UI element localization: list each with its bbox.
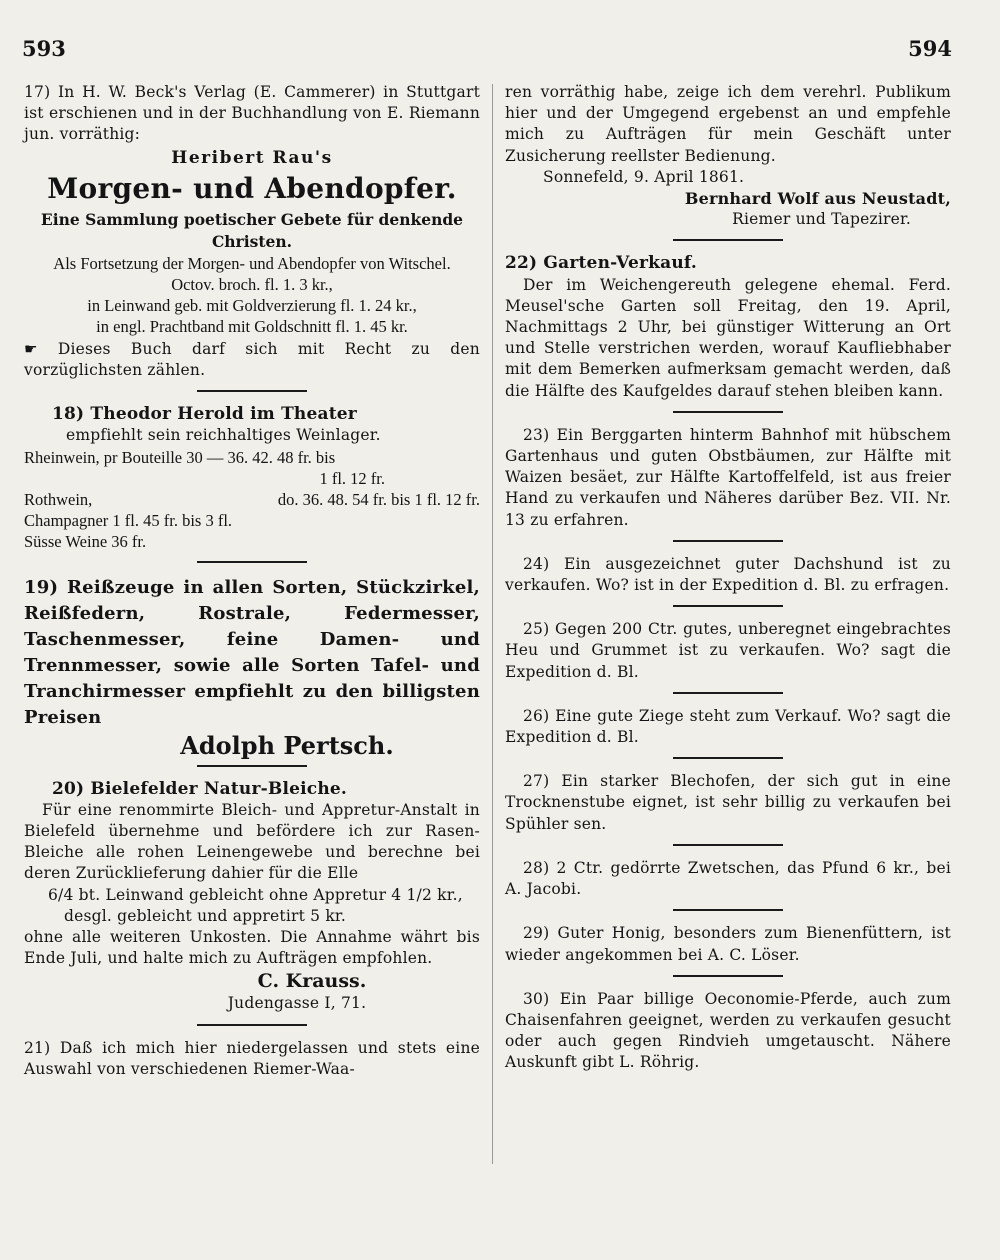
- ad-30-text: 30) Ein Paar billige Oeconomie-Pferde, auch zum Chaisenfahren geeignet, werden zu verkaufen gesucht oder auch gegen Rindvieh umgetauscht. Nähere Auskunft gibt L. Röhrig.: [505, 989, 951, 1072]
- ad-20-address: Judengasse I, 71.: [227, 994, 367, 1013]
- ad-27: [505, 771, 951, 835]
- ad-27-text: 27) Ein starker Blechofen, der sich gut in eine Trocknenstube eignet, ist sehr billig zu verkaufen bei Spühler sen.: [505, 772, 951, 833]
- ad-24: [505, 554, 951, 596]
- ad-24-text: 24) Ein ausgezeichnet guter Dachshund ist zu verkaufen. Wo? ist in der Expedition d. Bl. zu erfragen.: [505, 554, 951, 595]
- page-number-left: 593: [22, 36, 66, 61]
- ad-18: [24, 404, 480, 551]
- ad-19-text: 19) Reißzeuge in allen Sorten, Stückzirkel, Reißfedern, Rostrale, Federmesser, Taschenmesser, feine Damen- und Trennmesser, sowie alle Sorten Tafel- und Tranchirmesser empfiehlt zu den billigsten Preisen: [24, 576, 480, 728]
- ad-17-subtitle: Eine Sammlung poetischer Gebete für denkende Christen.: [40, 209, 464, 251]
- wine-price-value: do. 36. 48. 54 fr. bis 1 fl. 12 fr.: [277, 489, 480, 509]
- ad-29-text: 29) Guter Honig, besonders zum Bienenfüttern, ist wieder angekommen bei A. C. Löser.: [505, 924, 951, 964]
- ad-28: [505, 858, 951, 900]
- ad-28-text: 28) 2 Ctr. gedörrte Zwetschen, das Pfund 6 kr., bei A. Jacobi.: [505, 858, 951, 899]
- ad-17-title: Morgen- und Abendopfer.: [47, 171, 457, 205]
- ad-22: [505, 253, 951, 401]
- separator-rule: [673, 239, 783, 241]
- separator-rule: [197, 390, 307, 392]
- wine-price-row: [24, 531, 480, 552]
- ad-21-text-right: ren vorräthig habe, zeige ich dem verehrl. Publikum hier und der Umgegend ergebenst an und empfehle mich zu Aufträgen für mein Geschäft unter Zusicherung reellster Bedienung.: [505, 83, 951, 165]
- ad-17-note: Dieses Buch darf sich mit Recht zu den vorzüglichsten zählen.: [24, 339, 480, 380]
- ad-17-line3: in Leinwand geb. mit Goldverzierung fl. 1. 24 kr.,: [87, 295, 417, 315]
- column-divider: [492, 84, 493, 1164]
- ad-29: [505, 923, 951, 965]
- separator-rule: [673, 605, 783, 607]
- separator-rule: [197, 765, 307, 767]
- ad-20-text2: ohne alle weiteren Unkosten. Die Annahme währt bis Ende Juli, und halte mich zu Aufträgen empfohlen.: [24, 928, 480, 968]
- separator-rule: [673, 757, 783, 759]
- separator-rule: [673, 844, 783, 846]
- separator-rule: [197, 1024, 307, 1026]
- ad-17-line2: Octov. broch. fl. 1. 3 kr.,: [171, 274, 333, 294]
- wine-price-row: [24, 447, 480, 468]
- separator-rule: [673, 909, 783, 911]
- ad-21-signature: Bernhard Wolf aus Neustadt,: [684, 189, 951, 209]
- separator-rule: [673, 540, 783, 542]
- separator-rule: [673, 975, 783, 977]
- ad-21-start: [24, 1038, 480, 1080]
- wine-price-label: Champagner 1 fl. 45 fr. bis 3 fl.: [24, 510, 233, 530]
- ad-30: [505, 989, 951, 1074]
- separator-rule: [673, 692, 783, 694]
- separator-rule: [197, 561, 307, 563]
- right-column: [505, 82, 951, 1074]
- ad-25: [505, 619, 951, 683]
- ad-20-heading: 20) Bielefelder Natur-Bleiche.: [52, 778, 348, 799]
- ad-17-line4: in engl. Prachtband mit Goldschnitt fl. 1. 45 kr.: [96, 316, 408, 336]
- wine-price-row: [24, 510, 480, 531]
- ad-20-line2: desgl. gebleicht und appretirt 5 kr.: [64, 906, 346, 925]
- ad-18-line1: empfiehlt sein reichhaltiges Weinlager.: [66, 426, 381, 445]
- wine-price-label: Süsse Weine 36 fr.: [24, 531, 147, 551]
- ad-26: [505, 706, 951, 748]
- ad-21-signature2: Riemer und Tapezirer.: [732, 210, 911, 229]
- ad-22-heading: 22) Garten-Verkauf.: [505, 253, 697, 274]
- ad-20-text: Für eine renommirte Bleich- und Appretur-Anstalt in Bielefeld übernehme und befördere ich zur Rasen-Bleiche alle rohen Leinengewebe und berechne bei deren Zurücklieferung dahier für die Elle: [24, 800, 480, 883]
- wine-price-label: Rothwein,: [24, 489, 93, 509]
- ad-17-line1: Als Fortsetzung der Morgen- und Abendopfer von Witschel.: [53, 253, 451, 273]
- ad-18-heading: 18) Theodor Herold im Theater: [52, 404, 357, 425]
- ad-26-text: 26) Eine gute Ziege steht zum Verkauf. Wo? sagt die Expedition d. Bl.: [505, 706, 951, 747]
- ad-20: [24, 779, 480, 1015]
- ad-23: [505, 425, 951, 531]
- left-column: [24, 82, 480, 1080]
- separator-rule: [673, 411, 783, 413]
- wine-price-row: [24, 468, 480, 489]
- ad-25-text: 25) Gegen 200 Ctr. gutes, unberegnet eingebrachtes Heu und Grummet ist zu verkaufen. Wo? sagt die Expedition d. Bl.: [505, 620, 951, 681]
- ad-20-signature: C. Krauss.: [257, 970, 367, 993]
- ad-23-text: 23) Ein Berggarten hinterm Bahnhof mit hübschem Gartenhaus und guten Obstbäumen, zur Hälfte mit Waizen besäet, zur Hälfte Kartoffelfeld, ist aus freier Hand zu verkaufen und Näheres darüber Bez. VII. Nr. 13 zu erfahren.: [505, 425, 951, 529]
- ad-21-place-date: Sonnefeld, 9. April 1861.: [543, 167, 745, 186]
- pointing-hand-icon: ☛: [24, 339, 38, 358]
- wine-price-row: [24, 489, 480, 510]
- ad-17-note-wrap: [24, 339, 480, 381]
- wine-price-list: [24, 447, 480, 552]
- ad-20-line1: 6/4 bt. Leinwand gebleicht ohne Appretur 4 1/2 kr.,: [48, 885, 463, 904]
- ad-17-author: Heribert Rau's: [171, 147, 333, 168]
- ad-21-end: [505, 82, 951, 230]
- ad-17-intro: 17) In H. W. Beck's Verlag (E. Cammerer) in Stuttgart ist erschienen und in der Buchhandlung von E. Riemann jun. vorräthig:: [24, 83, 480, 144]
- ad-22-text: Der im Weichengereuth gelegene ehemal. Ferd. Meusel'sche Garten soll Freitag, den 19. April, Nachmittags 2 Uhr, bei günstiger Witterung an Ort und Stelle verstrichen werden, worauf Kaufliebhaber mit dem Bemerken aufmerksam gemacht werden, daß die Hälfte des Kaufgeldes darauf stehen bleiben kann.: [505, 275, 951, 400]
- wine-price-label: Rheinwein, pr Bouteille 30 — 36. 42. 48 fr. bis: [24, 447, 336, 467]
- ad-21-text-left: 21) Daß ich mich hier niedergelassen und stets eine Auswahl von verschiedenen Riemer-Waa-: [24, 1038, 480, 1078]
- ad-17: [24, 82, 480, 381]
- wine-price-value: 1 fl. 12 fr.: [319, 468, 385, 488]
- page-number-right: 594: [908, 36, 952, 61]
- ad-19-signature: Adolph Pertsch.: [180, 730, 394, 760]
- ad-19: [24, 575, 480, 761]
